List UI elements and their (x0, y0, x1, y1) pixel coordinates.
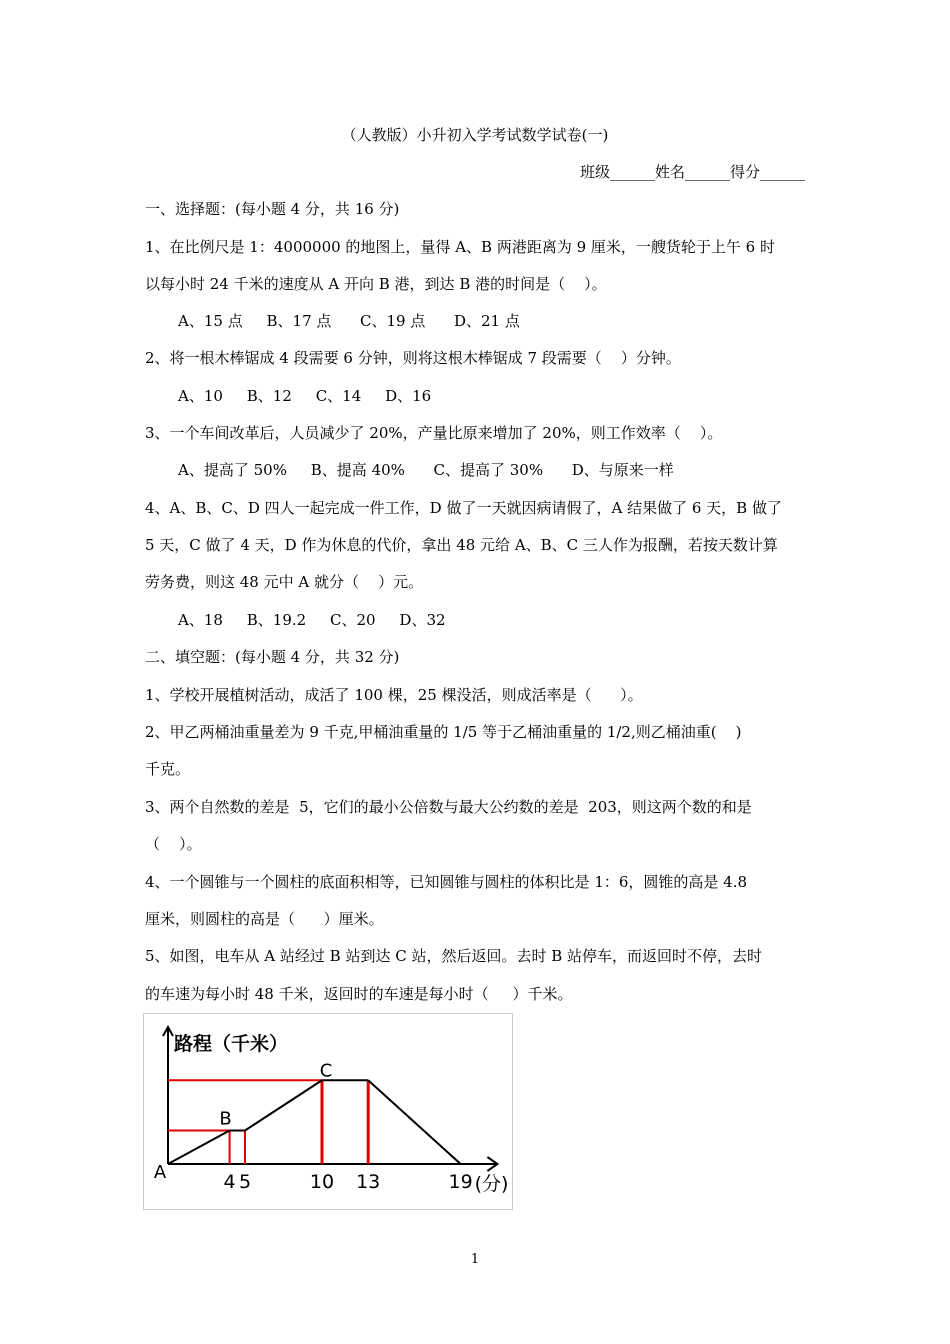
page-number: 1 (470, 1252, 480, 1267)
s2-q3-line2: （ ）。 (145, 835, 202, 853)
s1-q1-options: A、15 点 B、17 点 C、19 点 D、21 点 (178, 312, 520, 330)
x-tick-label-5: 5 (238, 1171, 252, 1193)
point-label-c: C (319, 1060, 333, 1082)
s1-q2-options: A、10 B、12 C、14 D、16 (178, 387, 432, 405)
s1-q1-line1: 1、在比例尺是 1：4000000 的地图上，量得 A、B 两港距离为 9 厘米，一艘货轮于上午 6 时 (145, 238, 775, 256)
s1-q3-options: A、提高了 50% B、提高 40% C、提高了 30% D、与原来一样 (178, 461, 674, 479)
x-tick-label-19: 19 (448, 1171, 473, 1193)
distance-time-chart (144, 1014, 512, 1209)
s1-q2-line1: 2、将一根木棒锯成 4 段需要 6 分钟，则将这根木棒锯成 7 段需要（ ）分钟。 (145, 349, 681, 367)
distance-time-figure (143, 1013, 513, 1210)
s2-q5-line2: 的车速为每小时 48 千米，返回时的车速是每小时（ ）千米。 (145, 985, 573, 1003)
path-segment-1 (168, 1131, 230, 1165)
y-axis-label: 路程（千米） (174, 1033, 289, 1055)
point-label-a: A (153, 1162, 167, 1183)
x-tick-label-4: 4 (223, 1171, 236, 1193)
s1-q4-options: A、18 B、19.2 C、20 D、32 (178, 611, 446, 629)
section1-heading: 一、选择题：(每小题 4 分，共 16 分) (145, 200, 400, 218)
s2-q1: 1、学校开展植树活动，成活了 100 棵，25 棵没活，则成活率是（ ）。 (145, 686, 643, 704)
x-tick-label-10: 10 (309, 1171, 335, 1193)
s1-q4-line1: 4、A、B、C、D 四人一起完成一件工作，D 做了一天就因病请假了，A 结果做了 6 天，B 做了 (145, 499, 782, 517)
s1-q4-line3: 劳务费，则这 48 元中 A 就分（ ）元。 (145, 573, 424, 591)
section2-heading: 二、填空题：(每小题 4 分，共 32 分) (145, 648, 400, 666)
s2-q3-line1: 3、两个自然数的差是 5，它们的最小公倍数与最大公约数的差是 203，则这两个数的和是 (145, 798, 752, 816)
s1-q1-line2: 以每小时 24 千米的速度从 A 开向 B 港，到达 B 港的时间是（ ）。 (145, 275, 607, 293)
s2-q2-line1: 2、甲乙两桶油重量差为 9 千克,甲桶油重量的 1/5 等于乙桶油重量的 1/2,则乙桶油重( ) (145, 723, 742, 741)
page-title: （人教版）小升初入学考试数学试卷(一) (341, 126, 609, 144)
s2-q5-line1: 5、如图，电车从 A 站经过 B 站到达 C 站，然后返回。去时 B 站停车，而返回时不停，去时 (145, 947, 763, 965)
s2-q2-line2: 千克。 (145, 760, 191, 778)
path-segment-5 (368, 1080, 460, 1164)
x-axis-label: (分) (474, 1173, 509, 1195)
header-fields: 班级______姓名______得分______ (579, 163, 805, 181)
s1-q4-line2: 5 天，C 做了 4 天，D 作为休息的代价，拿出 48 元给 A、B、C 三人作为报酬，若按天数计算 (145, 536, 778, 554)
x-tick-label-13: 13 (356, 1171, 381, 1193)
s2-q4-line1: 4、一个圆锥与一个圆柱的底面积相等，已知圆锥与圆柱的体积比是 1：6，圆锥的高是 4.8 (145, 873, 748, 891)
s2-q4-line2: 厘米，则圆柱的高是（ ）厘米。 (145, 910, 384, 928)
point-label-b: B (219, 1108, 232, 1130)
s1-q3-line1: 3、一个车间改革后，人员减少了 20%，产量比原来增加了 20%，则工作效率（ ）。 (145, 424, 723, 442)
path-segment-3 (245, 1080, 322, 1130)
